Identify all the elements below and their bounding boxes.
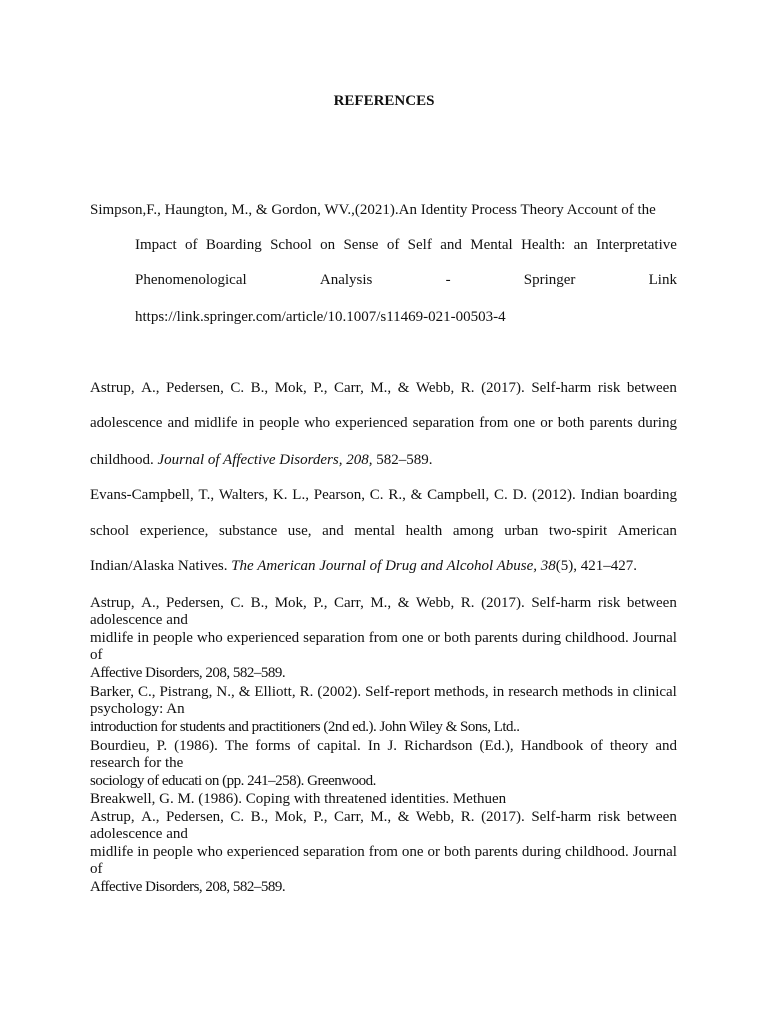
ref-evans-line-3 bbox=[90, 557, 677, 575]
word: separation bbox=[412, 415, 475, 431]
word: Walters, bbox=[218, 487, 269, 503]
word: R. bbox=[460, 595, 475, 611]
word: urban bbox=[504, 523, 539, 539]
word: C. bbox=[369, 487, 384, 503]
word: A., bbox=[141, 809, 160, 825]
word: P., bbox=[313, 380, 328, 396]
word: American bbox=[617, 523, 677, 539]
word: both bbox=[557, 415, 585, 431]
word: between bbox=[626, 809, 677, 825]
word: Barker, bbox=[90, 684, 134, 700]
word: D. bbox=[512, 487, 528, 503]
word: Bourdieu, bbox=[90, 738, 150, 754]
word: clinical bbox=[632, 684, 677, 700]
word: one bbox=[401, 844, 424, 860]
word: R. bbox=[460, 380, 475, 396]
word: P. bbox=[156, 738, 168, 754]
ref-block-bourdieu-line-c: sociology of educati on (pp. 241–258). Greenwood. bbox=[90, 773, 376, 789]
word: A., bbox=[141, 595, 160, 611]
word: M., bbox=[370, 380, 392, 396]
word: school bbox=[90, 523, 130, 539]
ref-astrup-journal: Journal of Affective Disorders, 208, bbox=[157, 452, 373, 468]
word: from bbox=[479, 415, 509, 431]
ref-block-barker-line-a bbox=[90, 683, 677, 701]
word: Astrup, bbox=[90, 809, 135, 825]
word: - bbox=[445, 272, 451, 288]
word: separation bbox=[303, 630, 365, 646]
word: capital. bbox=[317, 738, 361, 754]
word: during bbox=[521, 844, 562, 860]
word: use, bbox=[287, 523, 312, 539]
word: T., bbox=[198, 487, 215, 503]
word: Boarding bbox=[205, 237, 262, 253]
ref-simpson-line-3 bbox=[135, 271, 677, 289]
ref-block-astrup2-line-b: adolescence and bbox=[90, 826, 188, 842]
word: two-spirit bbox=[548, 523, 608, 539]
ref-block-breakwell: Breakwell, G. M. (1986). Coping with threatened identities. Methuen bbox=[90, 791, 507, 807]
word: and bbox=[655, 738, 677, 754]
ref-block-astrup1-line-c bbox=[90, 629, 677, 647]
word: C., bbox=[137, 684, 156, 700]
word: experienced bbox=[226, 844, 300, 860]
word: substance bbox=[218, 523, 278, 539]
ref-evans-line-3-post: (5), 421–427. bbox=[555, 558, 638, 574]
word: and bbox=[167, 415, 190, 431]
word: Webb, bbox=[415, 809, 455, 825]
ref-simpson-line-1: Simpson,F., Haungton, M., & Gordon, WV.,(2021).An Identity Process Theory Account of the bbox=[90, 202, 656, 218]
word: people bbox=[152, 630, 193, 646]
ref-simpson-url: https://link.springer.com/article/10.1007/s11469-021-00503-4 bbox=[135, 309, 506, 325]
word: and bbox=[440, 237, 462, 253]
word: an bbox=[573, 237, 588, 253]
word: risk bbox=[597, 595, 621, 611]
word: Richardson bbox=[404, 738, 473, 754]
word: (2002). bbox=[317, 684, 362, 700]
ref-block-astrup2-line-c bbox=[90, 843, 677, 861]
word: & bbox=[397, 380, 410, 396]
word: methods bbox=[562, 684, 614, 700]
word: from bbox=[368, 844, 398, 860]
word: parents bbox=[474, 844, 518, 860]
ref-simpson-line-2 bbox=[135, 236, 677, 254]
word: Sense bbox=[343, 237, 379, 253]
word: of bbox=[386, 237, 400, 253]
word: who bbox=[304, 415, 331, 431]
word: separation bbox=[303, 844, 365, 860]
word: C. bbox=[230, 809, 245, 825]
ref-evans-line-3-pre: Indian/Alaska Natives. bbox=[90, 558, 232, 574]
word: methods, bbox=[434, 684, 489, 700]
ref-block-astrup2-line-d: of bbox=[90, 861, 103, 877]
word: both bbox=[443, 844, 471, 860]
word: C. bbox=[230, 380, 245, 396]
word: Mok, bbox=[274, 380, 307, 396]
word: boarding bbox=[623, 487, 677, 503]
word: of bbox=[590, 738, 603, 754]
ref-block-barker-line-c: introduction for students and practitioners (2nd ed.). John Wiley & Sons, Ltd.. bbox=[90, 719, 520, 735]
word: R. bbox=[460, 809, 475, 825]
word: Carr, bbox=[334, 380, 364, 396]
word: Link bbox=[648, 272, 677, 288]
word: & bbox=[410, 487, 423, 503]
word: Pedersen, bbox=[165, 380, 224, 396]
word: M., bbox=[370, 595, 392, 611]
word: B., bbox=[250, 595, 269, 611]
word: R. bbox=[299, 684, 314, 700]
word: Mental bbox=[470, 237, 513, 253]
ref-astrup-line-2 bbox=[90, 414, 677, 432]
word: Webb, bbox=[415, 595, 455, 611]
word: P., bbox=[313, 595, 328, 611]
word: Self bbox=[407, 237, 432, 253]
ref-evans-journal: The American Journal of Drug and Alcohol Abuse, 38 bbox=[231, 558, 556, 574]
word: forms bbox=[255, 738, 291, 754]
word: Self-harm bbox=[531, 809, 592, 825]
word: mental bbox=[354, 523, 396, 539]
ref-block-barker-line-b: psychology: An bbox=[90, 701, 185, 717]
ref-evans-line-2 bbox=[90, 522, 677, 540]
word: M., bbox=[370, 809, 392, 825]
word: Campbell, bbox=[427, 487, 490, 503]
word: who bbox=[196, 630, 223, 646]
word: & bbox=[238, 684, 251, 700]
word: Astrup, bbox=[90, 380, 135, 396]
word: School bbox=[270, 237, 312, 253]
word: Carr, bbox=[334, 595, 364, 611]
word: In bbox=[367, 738, 381, 754]
ref-block-astrup1-line-d: of bbox=[90, 647, 103, 663]
word: midlife bbox=[90, 844, 134, 860]
ref-block-astrup1-line-a bbox=[90, 594, 677, 612]
ref-block-astrup1-line-b: adolescence and bbox=[90, 612, 188, 628]
word: C. bbox=[494, 487, 508, 503]
word: theory bbox=[609, 738, 649, 754]
word: Journal bbox=[632, 844, 677, 860]
ref-block-astrup1-line-e: Affective Disorders, 208, 582–589. bbox=[90, 665, 286, 681]
word: in bbox=[492, 684, 505, 700]
word: adolescence bbox=[90, 415, 163, 431]
word: and bbox=[322, 523, 344, 539]
word: Springer bbox=[523, 272, 576, 288]
word: B., bbox=[250, 380, 269, 396]
ref-astrup-line-1 bbox=[90, 379, 677, 397]
word: L., bbox=[292, 487, 309, 503]
word: parents bbox=[589, 415, 633, 431]
word: Pearson, bbox=[313, 487, 365, 503]
word: & bbox=[397, 595, 410, 611]
word: or bbox=[540, 415, 553, 431]
word: Indian bbox=[580, 487, 619, 503]
word: people bbox=[152, 844, 193, 860]
ref-evans-line-1 bbox=[90, 486, 677, 504]
word: who bbox=[196, 844, 223, 860]
word: (2012). bbox=[531, 487, 576, 503]
word: midlife bbox=[90, 630, 134, 646]
word: Carr, bbox=[334, 809, 364, 825]
word: in bbox=[137, 844, 149, 860]
word: risk bbox=[597, 809, 621, 825]
word: B., bbox=[250, 809, 269, 825]
word: Webb, bbox=[415, 380, 455, 396]
word: (2017). bbox=[481, 809, 525, 825]
word: N., bbox=[216, 684, 235, 700]
ref-block-astrup2-line-e: Affective Disorders, 208, 582–589. bbox=[90, 879, 286, 895]
word: J. bbox=[387, 738, 398, 754]
word: from bbox=[368, 630, 398, 646]
word: (Ed.), bbox=[479, 738, 514, 754]
word: of bbox=[185, 237, 198, 253]
word: Self-harm bbox=[531, 380, 592, 396]
ref-astrup-line-3-pre: childhood. bbox=[90, 452, 158, 468]
word: C. bbox=[230, 595, 245, 611]
ref-block-bourdieu-line-b: research for the bbox=[90, 755, 184, 771]
word: Journal bbox=[632, 630, 677, 646]
word: between bbox=[626, 595, 677, 611]
word: in bbox=[242, 415, 255, 431]
word: (1986). bbox=[174, 738, 218, 754]
word: during bbox=[521, 630, 562, 646]
word: (2017). bbox=[481, 595, 525, 611]
word: one bbox=[401, 630, 424, 646]
word: research bbox=[508, 684, 559, 700]
word: Pedersen, bbox=[165, 809, 224, 825]
word: Self-report bbox=[365, 684, 431, 700]
word: of bbox=[297, 738, 310, 754]
word: Interpretative bbox=[596, 237, 677, 253]
word: one bbox=[513, 415, 536, 431]
page-title: REFERENCES bbox=[333, 93, 435, 109]
word: Impact bbox=[135, 237, 177, 253]
word: Mok, bbox=[274, 809, 307, 825]
word: or bbox=[427, 844, 441, 860]
word: Pistrang, bbox=[159, 684, 213, 700]
word: both bbox=[443, 630, 471, 646]
word: R., bbox=[388, 487, 406, 503]
word: in bbox=[617, 684, 629, 700]
word: P., bbox=[313, 809, 328, 825]
word: midlife bbox=[194, 415, 238, 431]
ref-astrup-line-3 bbox=[90, 451, 677, 469]
word: The bbox=[225, 738, 249, 754]
word: (2017). bbox=[481, 380, 525, 396]
word: A., bbox=[141, 380, 160, 396]
word: on bbox=[320, 237, 336, 253]
word: Analysis bbox=[319, 272, 373, 288]
word: childhood. bbox=[565, 844, 629, 860]
word: experience, bbox=[139, 523, 209, 539]
ref-block-bourdieu-line-a bbox=[90, 737, 677, 755]
word: in bbox=[137, 630, 149, 646]
ref-block-astrup2-line-a bbox=[90, 808, 677, 826]
word: Self-harm bbox=[531, 595, 592, 611]
word: experienced bbox=[226, 630, 300, 646]
word: or bbox=[427, 630, 441, 646]
word: childhood. bbox=[565, 630, 629, 646]
word: health bbox=[405, 523, 443, 539]
word: Handbook bbox=[520, 738, 584, 754]
word: Mok, bbox=[274, 595, 307, 611]
word: Astrup, bbox=[90, 595, 135, 611]
word: among bbox=[452, 523, 494, 539]
word: during bbox=[637, 415, 677, 431]
word: parents bbox=[474, 630, 518, 646]
word: K. bbox=[272, 487, 288, 503]
word: & bbox=[397, 809, 410, 825]
word: between bbox=[626, 380, 677, 396]
word: Elliott, bbox=[254, 684, 296, 700]
word: Health: bbox=[521, 237, 566, 253]
word: people bbox=[259, 415, 300, 431]
word: Evans-Campbell, bbox=[90, 487, 194, 503]
word: risk bbox=[597, 380, 621, 396]
ref-astrup-line-3-post: 582–589. bbox=[372, 452, 433, 468]
word: Phenomenological bbox=[135, 272, 247, 288]
word: experienced bbox=[335, 415, 408, 431]
word: Pedersen, bbox=[165, 595, 224, 611]
